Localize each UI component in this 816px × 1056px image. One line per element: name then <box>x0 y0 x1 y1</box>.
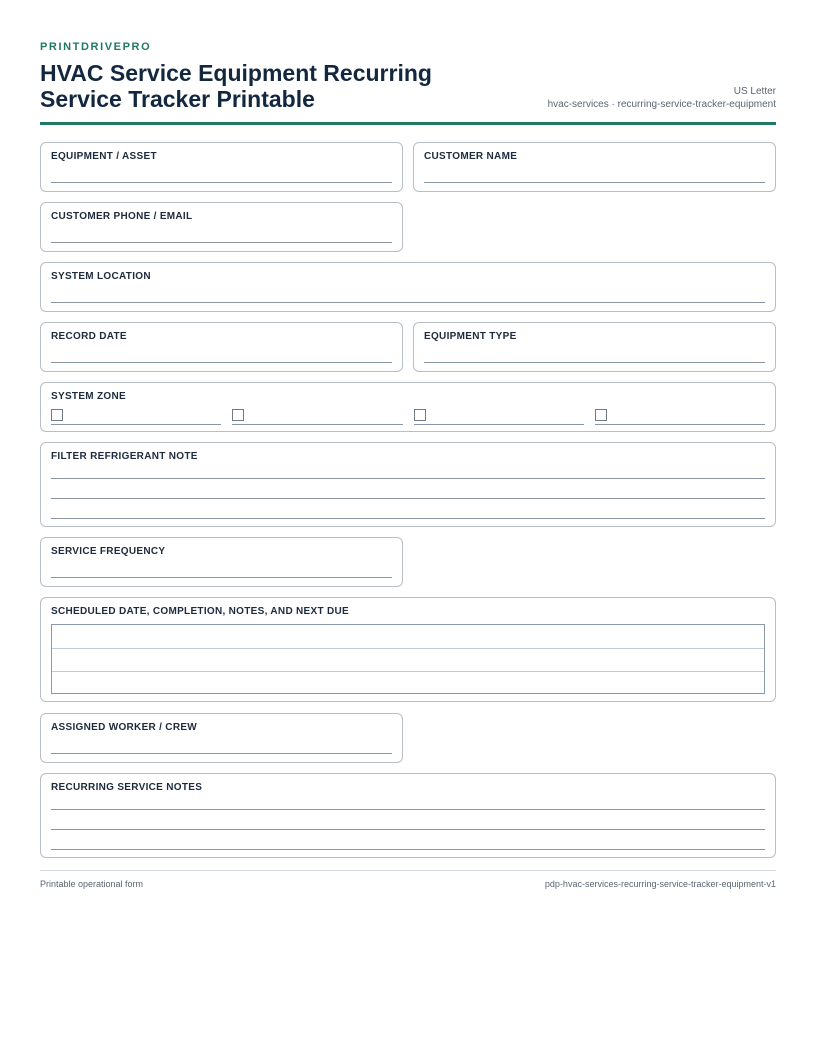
zone-option-line-2[interactable] <box>232 424 403 425</box>
filter-refrigerant-note-field <box>40 442 776 527</box>
filter-note-line-1[interactable] <box>51 478 765 479</box>
record-date-input[interactable] <box>51 362 392 363</box>
footer-rule <box>40 870 776 871</box>
header-rule <box>40 122 776 125</box>
zone-checkbox-2[interactable] <box>232 409 244 421</box>
system-location-input[interactable] <box>51 302 765 303</box>
recurring-notes-field <box>40 773 776 858</box>
system-zone-label: SYSTEM ZONE <box>51 391 126 402</box>
document-meta <box>548 85 776 111</box>
system-location-label: SYSTEM LOCATION <box>51 271 151 282</box>
equipment-asset-label: EQUIPMENT / ASSET <box>51 151 157 162</box>
page-title: HVAC Service Equipment Recurring Service Tracker Printable <box>40 60 432 112</box>
system-zone-field <box>40 382 776 432</box>
equipment-asset-field <box>40 142 403 192</box>
service-frequency-field <box>40 537 403 587</box>
recurring-notes-line-3[interactable] <box>51 849 765 850</box>
zone-option-3 <box>414 409 584 425</box>
zone-option-4 <box>595 409 765 425</box>
form-id: pdp-hvac-services-recurring-service-tracker-equipment-v1 <box>544 879 776 889</box>
schedule-table-row-divider-1 <box>52 648 764 649</box>
assigned-worker-label: ASSIGNED WORKER / CREW <box>51 722 198 733</box>
zone-option-line-4[interactable] <box>595 424 765 425</box>
filter-refrigerant-note-label: FILTER REFRIGERANT NOTE <box>51 451 198 462</box>
filter-note-line-3[interactable] <box>51 518 765 519</box>
equipment-type-label: EQUIPMENT TYPE <box>424 331 517 342</box>
schedule-table <box>51 624 765 694</box>
recurring-notes-label: RECURRING SERVICE NOTES <box>51 782 203 793</box>
zone-option-2 <box>232 409 403 425</box>
zone-option-1 <box>51 409 221 425</box>
schedule-table-row-divider-2 <box>52 671 764 672</box>
zone-option-line-1[interactable] <box>51 424 221 425</box>
zone-checkbox-3[interactable] <box>414 409 426 421</box>
customer-name-label: CUSTOMER NAME <box>424 151 518 162</box>
zone-checkbox-4[interactable] <box>595 409 607 421</box>
assigned-worker-field <box>40 713 403 763</box>
equipment-type-input[interactable] <box>424 362 765 363</box>
schedule-table-label: SCHEDULED DATE, COMPLETION, NOTES, AND NEXT DUE <box>51 606 350 617</box>
customer-contact-label: CUSTOMER PHONE / EMAIL <box>51 211 193 222</box>
equipment-type-field <box>413 322 776 372</box>
equipment-asset-input[interactable] <box>51 182 392 183</box>
recurring-notes-line-1[interactable] <box>51 809 765 810</box>
customer-contact-input[interactable] <box>51 242 392 243</box>
brand-name: PRINTDRIVEPRO <box>40 41 152 53</box>
customer-name-field <box>413 142 776 192</box>
footer-note: Printable operational form <box>40 879 144 889</box>
schedule-table-field <box>40 597 776 702</box>
service-frequency-label: SERVICE FREQUENCY <box>51 546 166 557</box>
document-slug: hvac-services · recurring-service-tracker-equipment <box>547 99 776 110</box>
zone-option-line-3[interactable] <box>414 424 584 425</box>
service-frequency-input[interactable] <box>51 577 392 578</box>
record-date-field <box>40 322 403 372</box>
record-date-label: RECORD DATE <box>51 331 127 342</box>
recurring-notes-line-2[interactable] <box>51 829 765 830</box>
customer-contact-field <box>40 202 403 252</box>
system-location-field <box>40 262 776 312</box>
filter-note-line-2[interactable] <box>51 498 765 499</box>
assigned-worker-input[interactable] <box>51 753 392 754</box>
zone-checkbox-1[interactable] <box>51 409 63 421</box>
customer-name-input[interactable] <box>424 182 765 183</box>
paper-size: US Letter <box>733 86 776 97</box>
